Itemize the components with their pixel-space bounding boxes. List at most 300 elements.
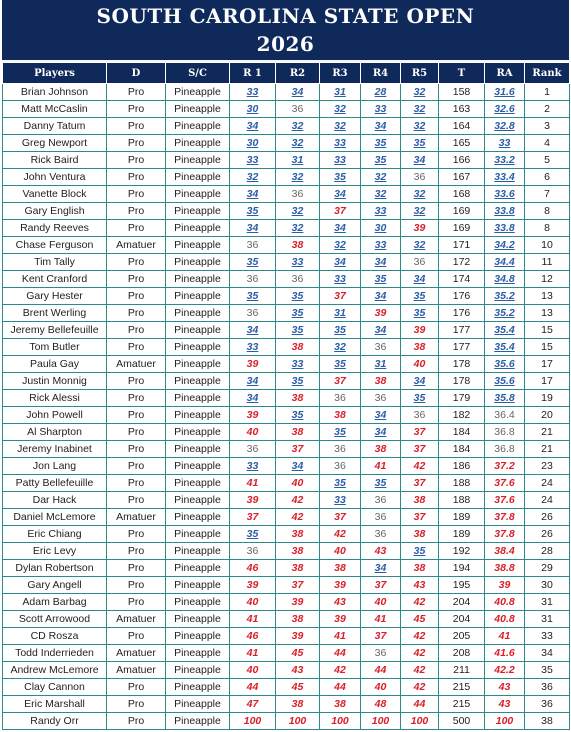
round2-score[interactable]: 31 xyxy=(276,152,320,169)
round4-score[interactable]: 41 xyxy=(361,611,401,628)
round2-score[interactable]: 38 xyxy=(276,543,320,560)
round3-score[interactable]: 39 xyxy=(320,611,361,628)
round2-score[interactable]: 39 xyxy=(276,628,320,645)
col-header-r4[interactable]: R4 xyxy=(361,63,401,84)
round1-score[interactable]: 35 xyxy=(230,526,276,543)
round3-score[interactable]: 32 xyxy=(320,237,361,254)
round4-score[interactable]: 34 xyxy=(361,288,401,305)
total-cell[interactable]: 163 xyxy=(439,101,485,118)
col-header-r3[interactable]: R3 xyxy=(320,63,361,84)
total-cell[interactable]: 208 xyxy=(439,645,485,662)
round4-score[interactable]: 37 xyxy=(361,577,401,594)
round5-score[interactable]: 34 xyxy=(401,271,439,288)
rank-cell[interactable]: 5 xyxy=(525,152,570,169)
total-cell[interactable]: 178 xyxy=(439,373,485,390)
total-cell[interactable]: 176 xyxy=(439,305,485,322)
division-cell[interactable]: Pro xyxy=(107,254,166,271)
player-cell[interactable]: Brian Johnson xyxy=(3,84,107,101)
round1-score[interactable]: 39 xyxy=(230,577,276,594)
round4-score[interactable]: 48 xyxy=(361,696,401,713)
round4-score[interactable]: 38 xyxy=(361,373,401,390)
round3-score[interactable]: 35 xyxy=(320,322,361,339)
player-cell[interactable]: Patty Bellefeuille xyxy=(3,475,107,492)
sc-cell[interactable]: Pineapple xyxy=(166,577,230,594)
total-cell[interactable]: 500 xyxy=(439,713,485,730)
rank-cell[interactable]: 13 xyxy=(525,288,570,305)
rank-cell[interactable]: 26 xyxy=(525,526,570,543)
round2-score[interactable]: 35 xyxy=(276,288,320,305)
total-cell[interactable]: 168 xyxy=(439,186,485,203)
round3-score[interactable]: 35 xyxy=(320,475,361,492)
sc-cell[interactable]: Pineapple xyxy=(166,203,230,220)
round5-score[interactable]: 32 xyxy=(401,186,439,203)
rank-cell[interactable]: 15 xyxy=(525,339,570,356)
average-cell[interactable]: 43 xyxy=(485,696,525,713)
round3-score[interactable]: 36 xyxy=(320,441,361,458)
average-cell[interactable]: 36.8 xyxy=(485,424,525,441)
round2-score[interactable]: 100 xyxy=(276,713,320,730)
rank-cell[interactable]: 29 xyxy=(525,560,570,577)
sc-cell[interactable]: Pineapple xyxy=(166,543,230,560)
average-cell[interactable]: 34.2 xyxy=(485,237,525,254)
round1-score[interactable]: 36 xyxy=(230,271,276,288)
sc-cell[interactable]: Pineapple xyxy=(166,135,230,152)
round5-score[interactable]: 35 xyxy=(401,305,439,322)
rank-cell[interactable]: 28 xyxy=(525,543,570,560)
player-cell[interactable]: Andrew McLemore xyxy=(3,662,107,679)
round5-score[interactable]: 42 xyxy=(401,458,439,475)
sc-cell[interactable]: Pineapple xyxy=(166,492,230,509)
average-cell[interactable]: 37.8 xyxy=(485,509,525,526)
sc-cell[interactable]: Pineapple xyxy=(166,424,230,441)
round1-score[interactable]: 32 xyxy=(230,169,276,186)
rank-cell[interactable]: 13 xyxy=(525,305,570,322)
round1-score[interactable]: 36 xyxy=(230,441,276,458)
round4-score[interactable]: 37 xyxy=(361,628,401,645)
average-cell[interactable]: 41.6 xyxy=(485,645,525,662)
round5-score[interactable]: 39 xyxy=(401,322,439,339)
division-cell[interactable]: Pro xyxy=(107,203,166,220)
round2-score[interactable]: 32 xyxy=(276,169,320,186)
round1-score[interactable]: 100 xyxy=(230,713,276,730)
division-cell[interactable]: Pro xyxy=(107,679,166,696)
total-cell[interactable]: 211 xyxy=(439,662,485,679)
player-cell[interactable]: Eric Levy xyxy=(3,543,107,560)
round1-score[interactable]: 39 xyxy=(230,407,276,424)
round3-score[interactable]: 38 xyxy=(320,407,361,424)
rank-cell[interactable]: 24 xyxy=(525,475,570,492)
sc-cell[interactable]: Pineapple xyxy=(166,509,230,526)
average-cell[interactable]: 35.6 xyxy=(485,373,525,390)
round5-score[interactable]: 32 xyxy=(401,203,439,220)
round2-score[interactable]: 43 xyxy=(276,662,320,679)
sc-cell[interactable]: Pineapple xyxy=(166,594,230,611)
rank-cell[interactable]: 11 xyxy=(525,254,570,271)
player-cell[interactable]: John Powell xyxy=(3,407,107,424)
round1-score[interactable]: 35 xyxy=(230,203,276,220)
round3-score[interactable]: 37 xyxy=(320,288,361,305)
total-cell[interactable]: 205 xyxy=(439,628,485,645)
division-cell[interactable]: Pro xyxy=(107,560,166,577)
round1-score[interactable]: 41 xyxy=(230,645,276,662)
round3-score[interactable]: 34 xyxy=(320,254,361,271)
round3-score[interactable]: 34 xyxy=(320,186,361,203)
player-cell[interactable]: Rick Baird xyxy=(3,152,107,169)
sc-cell[interactable]: Pineapple xyxy=(166,441,230,458)
round5-score[interactable]: 37 xyxy=(401,424,439,441)
rank-cell[interactable]: 36 xyxy=(525,679,570,696)
round1-score[interactable]: 39 xyxy=(230,492,276,509)
col-header-players[interactable]: Players xyxy=(3,63,107,84)
division-cell[interactable]: Pro xyxy=(107,390,166,407)
rank-cell[interactable]: 6 xyxy=(525,169,570,186)
average-cell[interactable]: 38.4 xyxy=(485,543,525,560)
round1-score[interactable]: 36 xyxy=(230,237,276,254)
round3-score[interactable]: 31 xyxy=(320,84,361,101)
division-cell[interactable]: Pro xyxy=(107,713,166,730)
round5-score[interactable]: 44 xyxy=(401,696,439,713)
sc-cell[interactable]: Pineapple xyxy=(166,475,230,492)
round2-score[interactable]: 37 xyxy=(276,577,320,594)
round3-score[interactable]: 37 xyxy=(320,203,361,220)
rank-cell[interactable]: 31 xyxy=(525,611,570,628)
round1-score[interactable]: 46 xyxy=(230,560,276,577)
division-cell[interactable]: Pro xyxy=(107,424,166,441)
rank-cell[interactable]: 4 xyxy=(525,135,570,152)
average-cell[interactable]: 41 xyxy=(485,628,525,645)
average-cell[interactable]: 43 xyxy=(485,679,525,696)
sc-cell[interactable]: Pineapple xyxy=(166,305,230,322)
player-cell[interactable]: Dar Hack xyxy=(3,492,107,509)
round4-score[interactable]: 34 xyxy=(361,254,401,271)
round5-score[interactable]: 38 xyxy=(401,339,439,356)
round5-score[interactable]: 42 xyxy=(401,662,439,679)
round2-score[interactable]: 37 xyxy=(276,441,320,458)
total-cell[interactable]: 179 xyxy=(439,390,485,407)
division-cell[interactable]: Pro xyxy=(107,118,166,135)
round5-score[interactable]: 35 xyxy=(401,135,439,152)
round2-score[interactable]: 38 xyxy=(276,526,320,543)
round5-score[interactable]: 42 xyxy=(401,594,439,611)
round3-score[interactable]: 44 xyxy=(320,645,361,662)
rank-cell[interactable]: 19 xyxy=(525,390,570,407)
division-cell[interactable]: Pro xyxy=(107,458,166,475)
average-cell[interactable]: 33 xyxy=(485,135,525,152)
round4-score[interactable]: 32 xyxy=(361,169,401,186)
round3-score[interactable]: 43 xyxy=(320,594,361,611)
player-cell[interactable]: Eric Chiang xyxy=(3,526,107,543)
round3-score[interactable]: 38 xyxy=(320,696,361,713)
division-cell[interactable]: Pro xyxy=(107,288,166,305)
round1-score[interactable]: 44 xyxy=(230,679,276,696)
total-cell[interactable]: 169 xyxy=(439,220,485,237)
round4-score[interactable]: 36 xyxy=(361,390,401,407)
round2-score[interactable]: 45 xyxy=(276,679,320,696)
division-cell[interactable]: Amatuer xyxy=(107,356,166,373)
total-cell[interactable]: 189 xyxy=(439,526,485,543)
round5-score[interactable]: 45 xyxy=(401,611,439,628)
col-header-division[interactable]: D xyxy=(107,63,166,84)
round1-score[interactable]: 34 xyxy=(230,322,276,339)
round4-score[interactable]: 34 xyxy=(361,560,401,577)
rank-cell[interactable]: 17 xyxy=(525,356,570,373)
division-cell[interactable]: Pro xyxy=(107,628,166,645)
division-cell[interactable]: Pro xyxy=(107,169,166,186)
round1-score[interactable]: 47 xyxy=(230,696,276,713)
round3-score[interactable]: 39 xyxy=(320,577,361,594)
division-cell[interactable]: Pro xyxy=(107,84,166,101)
player-cell[interactable]: John Ventura xyxy=(3,169,107,186)
round4-score[interactable]: 34 xyxy=(361,407,401,424)
round4-score[interactable]: 28 xyxy=(361,84,401,101)
average-cell[interactable]: 35.4 xyxy=(485,339,525,356)
average-cell[interactable]: 35.6 xyxy=(485,356,525,373)
round4-score[interactable]: 40 xyxy=(361,594,401,611)
total-cell[interactable]: 184 xyxy=(439,441,485,458)
sc-cell[interactable]: Pineapple xyxy=(166,713,230,730)
round2-score[interactable]: 38 xyxy=(276,390,320,407)
player-cell[interactable]: Al Sharpton xyxy=(3,424,107,441)
round5-score[interactable]: 42 xyxy=(401,679,439,696)
sc-cell[interactable]: Pineapple xyxy=(166,356,230,373)
division-cell[interactable]: Pro xyxy=(107,101,166,118)
round2-score[interactable]: 38 xyxy=(276,696,320,713)
total-cell[interactable]: 204 xyxy=(439,611,485,628)
average-cell[interactable]: 33.4 xyxy=(485,169,525,186)
division-cell[interactable]: Pro xyxy=(107,475,166,492)
round3-score[interactable]: 33 xyxy=(320,492,361,509)
round1-score[interactable]: 39 xyxy=(230,356,276,373)
division-cell[interactable]: Pro xyxy=(107,577,166,594)
round3-score[interactable]: 35 xyxy=(320,424,361,441)
player-cell[interactable]: Randy Orr xyxy=(3,713,107,730)
player-cell[interactable]: Jeremy Bellefeuille xyxy=(3,322,107,339)
round4-score[interactable]: 35 xyxy=(361,475,401,492)
total-cell[interactable]: 189 xyxy=(439,509,485,526)
col-header-average[interactable]: RA xyxy=(485,63,525,84)
average-cell[interactable]: 33.6 xyxy=(485,186,525,203)
total-cell[interactable]: 177 xyxy=(439,339,485,356)
player-cell[interactable]: Adam Barbag xyxy=(3,594,107,611)
total-cell[interactable]: 165 xyxy=(439,135,485,152)
player-cell[interactable]: Matt McCaslin xyxy=(3,101,107,118)
total-cell[interactable]: 164 xyxy=(439,118,485,135)
division-cell[interactable]: Amatuer xyxy=(107,645,166,662)
division-cell[interactable]: Pro xyxy=(107,543,166,560)
round3-score[interactable]: 44 xyxy=(320,679,361,696)
sc-cell[interactable]: Pineapple xyxy=(166,390,230,407)
round4-score[interactable]: 35 xyxy=(361,152,401,169)
sc-cell[interactable]: Pineapple xyxy=(166,169,230,186)
average-cell[interactable]: 36.4 xyxy=(485,407,525,424)
player-cell[interactable]: Paula Gay xyxy=(3,356,107,373)
average-cell[interactable]: 37.2 xyxy=(485,458,525,475)
round4-score[interactable]: 33 xyxy=(361,237,401,254)
player-cell[interactable]: Vanette Block xyxy=(3,186,107,203)
player-cell[interactable]: Eric Marshall xyxy=(3,696,107,713)
round4-score[interactable]: 36 xyxy=(361,509,401,526)
round5-score[interactable]: 32 xyxy=(401,237,439,254)
round2-score[interactable]: 34 xyxy=(276,84,320,101)
round5-score[interactable]: 34 xyxy=(401,373,439,390)
total-cell[interactable]: 176 xyxy=(439,288,485,305)
player-cell[interactable]: Chase Ferguson xyxy=(3,237,107,254)
round2-score[interactable]: 33 xyxy=(276,356,320,373)
round2-score[interactable]: 35 xyxy=(276,305,320,322)
round1-score[interactable]: 34 xyxy=(230,390,276,407)
round4-score[interactable]: 32 xyxy=(361,186,401,203)
sc-cell[interactable]: Pineapple xyxy=(166,101,230,118)
sc-cell[interactable]: Pineapple xyxy=(166,271,230,288)
round4-score[interactable]: 40 xyxy=(361,679,401,696)
player-cell[interactable]: Todd Inderrieden xyxy=(3,645,107,662)
rank-cell[interactable]: 3 xyxy=(525,118,570,135)
division-cell[interactable]: Pro xyxy=(107,322,166,339)
total-cell[interactable]: 182 xyxy=(439,407,485,424)
round5-score[interactable]: 37 xyxy=(401,475,439,492)
round4-score[interactable]: 36 xyxy=(361,526,401,543)
round2-score[interactable]: 36 xyxy=(276,186,320,203)
average-cell[interactable]: 36.8 xyxy=(485,441,525,458)
player-cell[interactable]: Gary English xyxy=(3,203,107,220)
round4-score[interactable]: 41 xyxy=(361,458,401,475)
round5-score[interactable]: 38 xyxy=(401,526,439,543)
round2-score[interactable]: 38 xyxy=(276,339,320,356)
round1-score[interactable]: 41 xyxy=(230,475,276,492)
sc-cell[interactable]: Pineapple xyxy=(166,407,230,424)
rank-cell[interactable]: 36 xyxy=(525,696,570,713)
round3-score[interactable]: 41 xyxy=(320,628,361,645)
rank-cell[interactable]: 8 xyxy=(525,203,570,220)
average-cell[interactable]: 33.8 xyxy=(485,203,525,220)
round5-score[interactable]: 40 xyxy=(401,356,439,373)
round4-score[interactable]: 36 xyxy=(361,492,401,509)
total-cell[interactable]: 192 xyxy=(439,543,485,560)
round2-score[interactable]: 45 xyxy=(276,645,320,662)
rank-cell[interactable]: 31 xyxy=(525,594,570,611)
player-cell[interactable]: Gary Hester xyxy=(3,288,107,305)
round1-score[interactable]: 40 xyxy=(230,662,276,679)
division-cell[interactable]: Pro xyxy=(107,220,166,237)
sc-cell[interactable]: Pineapple xyxy=(166,560,230,577)
round2-score[interactable]: 32 xyxy=(276,118,320,135)
round2-score[interactable]: 36 xyxy=(276,271,320,288)
division-cell[interactable]: Pro xyxy=(107,441,166,458)
round5-score[interactable]: 42 xyxy=(401,628,439,645)
round3-score[interactable]: 100 xyxy=(320,713,361,730)
player-cell[interactable]: Jon Lang xyxy=(3,458,107,475)
division-cell[interactable]: Pro xyxy=(107,186,166,203)
rank-cell[interactable]: 7 xyxy=(525,186,570,203)
player-cell[interactable]: Rick Alessi xyxy=(3,390,107,407)
player-cell[interactable]: Brent Werling xyxy=(3,305,107,322)
division-cell[interactable]: Pro xyxy=(107,339,166,356)
sc-cell[interactable]: Pineapple xyxy=(166,662,230,679)
rank-cell[interactable]: 8 xyxy=(525,220,570,237)
average-cell[interactable]: 37.8 xyxy=(485,526,525,543)
division-cell[interactable]: Pro xyxy=(107,594,166,611)
average-cell[interactable]: 35.2 xyxy=(485,305,525,322)
round4-score[interactable]: 38 xyxy=(361,441,401,458)
sc-cell[interactable]: Pineapple xyxy=(166,288,230,305)
round4-score[interactable]: 31 xyxy=(361,356,401,373)
round2-score[interactable]: 35 xyxy=(276,373,320,390)
sc-cell[interactable]: Pineapple xyxy=(166,237,230,254)
rank-cell[interactable]: 12 xyxy=(525,271,570,288)
player-cell[interactable]: Tim Tally xyxy=(3,254,107,271)
round3-score[interactable]: 37 xyxy=(320,373,361,390)
total-cell[interactable]: 172 xyxy=(439,254,485,271)
player-cell[interactable]: Dylan Robertson xyxy=(3,560,107,577)
total-cell[interactable]: 186 xyxy=(439,458,485,475)
total-cell[interactable]: 177 xyxy=(439,322,485,339)
player-cell[interactable]: Gary Angell xyxy=(3,577,107,594)
player-cell[interactable]: Clay Cannon xyxy=(3,679,107,696)
round5-score[interactable]: 35 xyxy=(401,390,439,407)
player-cell[interactable]: Justin Monnig xyxy=(3,373,107,390)
round3-score[interactable]: 42 xyxy=(320,662,361,679)
average-cell[interactable]: 42.2 xyxy=(485,662,525,679)
average-cell[interactable]: 100 xyxy=(485,713,525,730)
round2-score[interactable]: 35 xyxy=(276,407,320,424)
round5-score[interactable]: 32 xyxy=(401,118,439,135)
round5-score[interactable]: 38 xyxy=(401,492,439,509)
total-cell[interactable]: 188 xyxy=(439,492,485,509)
rank-cell[interactable]: 34 xyxy=(525,645,570,662)
division-cell[interactable]: Amatuer xyxy=(107,662,166,679)
sc-cell[interactable]: Pineapple xyxy=(166,339,230,356)
average-cell[interactable]: 33.2 xyxy=(485,152,525,169)
average-cell[interactable]: 31.6 xyxy=(485,84,525,101)
round5-score[interactable]: 36 xyxy=(401,407,439,424)
round5-score[interactable]: 32 xyxy=(401,101,439,118)
average-cell[interactable]: 35.8 xyxy=(485,390,525,407)
round4-score[interactable]: 35 xyxy=(361,135,401,152)
average-cell[interactable]: 40.8 xyxy=(485,611,525,628)
average-cell[interactable]: 39 xyxy=(485,577,525,594)
round4-score[interactable]: 34 xyxy=(361,118,401,135)
division-cell[interactable]: Pro xyxy=(107,271,166,288)
round1-score[interactable]: 33 xyxy=(230,84,276,101)
round4-score[interactable]: 36 xyxy=(361,339,401,356)
round1-score[interactable]: 33 xyxy=(230,152,276,169)
sc-cell[interactable]: Pineapple xyxy=(166,611,230,628)
round2-score[interactable]: 38 xyxy=(276,611,320,628)
player-cell[interactable]: Greg Newport xyxy=(3,135,107,152)
round3-score[interactable]: 33 xyxy=(320,152,361,169)
round3-score[interactable]: 37 xyxy=(320,509,361,526)
average-cell[interactable]: 34.8 xyxy=(485,271,525,288)
round3-score[interactable]: 35 xyxy=(320,356,361,373)
round1-score[interactable]: 35 xyxy=(230,254,276,271)
sc-cell[interactable]: Pineapple xyxy=(166,220,230,237)
round3-score[interactable]: 40 xyxy=(320,543,361,560)
round2-score[interactable]: 32 xyxy=(276,220,320,237)
total-cell[interactable]: 178 xyxy=(439,356,485,373)
round3-score[interactable]: 32 xyxy=(320,101,361,118)
round4-score[interactable]: 34 xyxy=(361,424,401,441)
rank-cell[interactable]: 20 xyxy=(525,407,570,424)
round5-score[interactable]: 34 xyxy=(401,152,439,169)
round1-score[interactable]: 37 xyxy=(230,509,276,526)
rank-cell[interactable]: 26 xyxy=(525,509,570,526)
round2-score[interactable]: 34 xyxy=(276,458,320,475)
average-cell[interactable]: 32.6 xyxy=(485,101,525,118)
round1-score[interactable]: 34 xyxy=(230,118,276,135)
player-cell[interactable]: Randy Reeves xyxy=(3,220,107,237)
total-cell[interactable]: 195 xyxy=(439,577,485,594)
round3-score[interactable]: 38 xyxy=(320,560,361,577)
